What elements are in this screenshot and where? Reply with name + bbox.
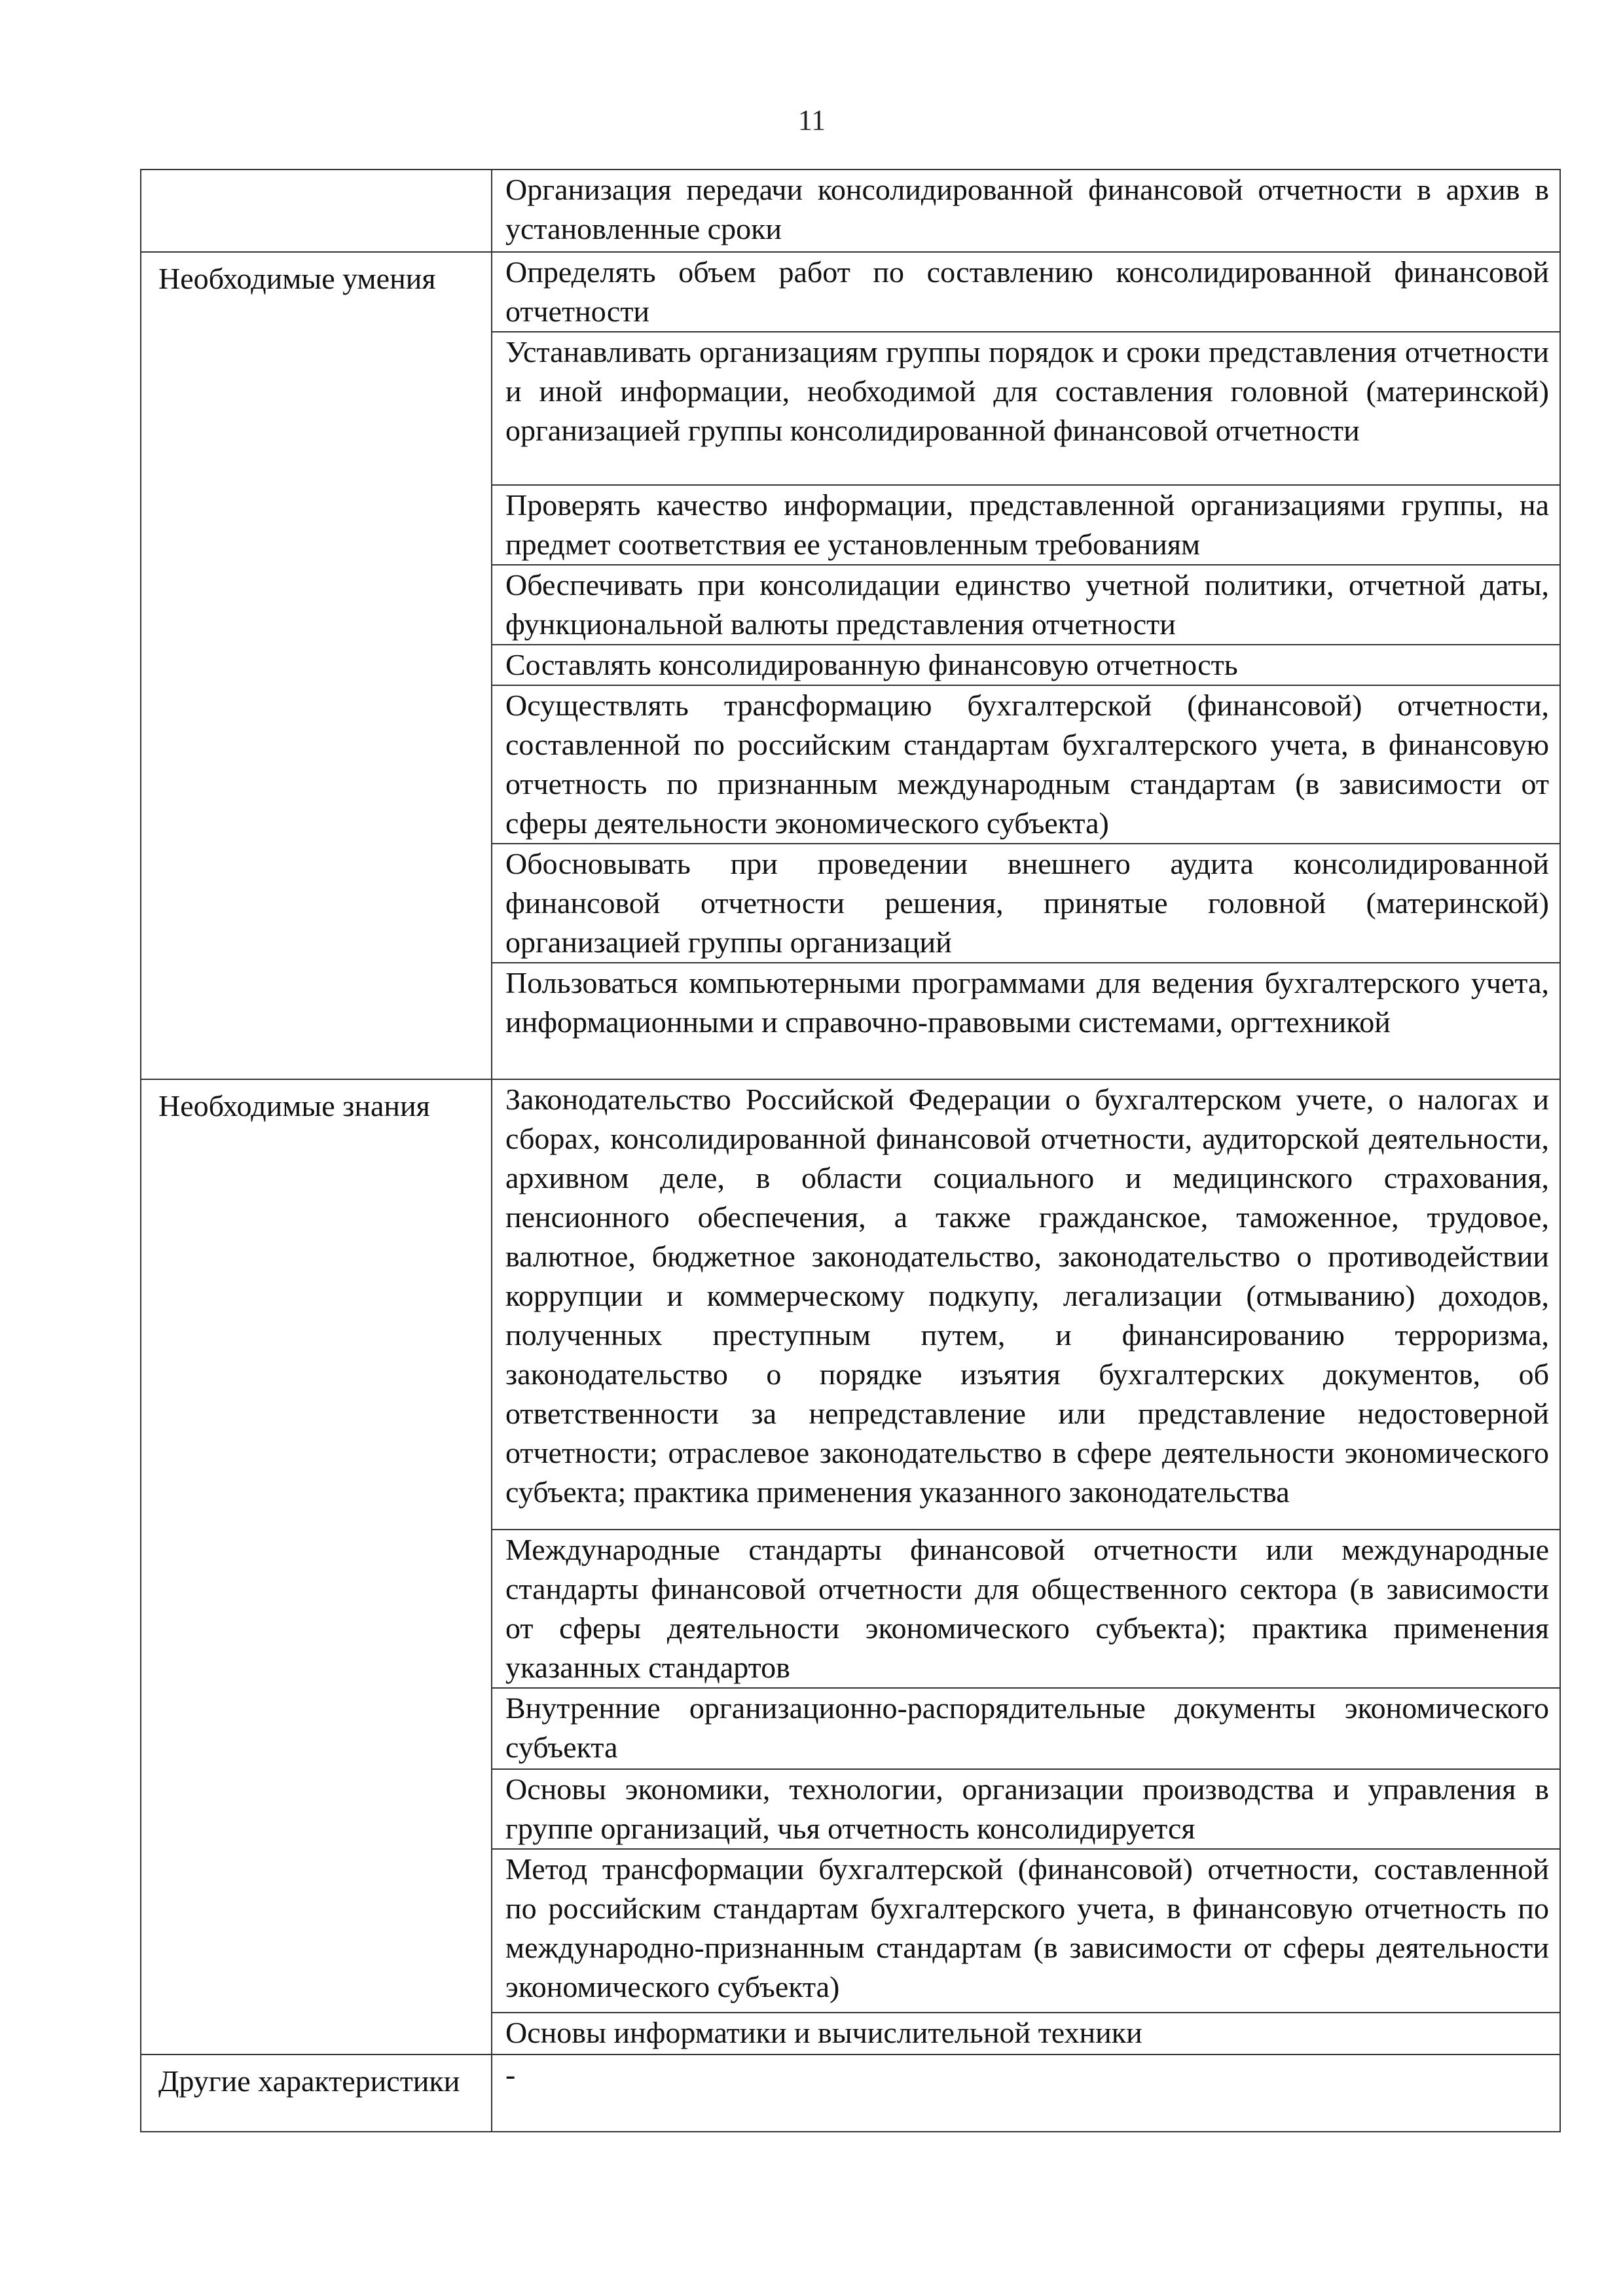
page-number: 11 <box>797 104 826 136</box>
list-item: Осуществлять трансформацию бухгалтерской (финансовой) отчетности, составленной по российским стандартам бухгалтерского учета, в финансовую отчетность по признанным международным стандартам (в зависимости от сферы деятельности экономического субъекта) <box>492 685 1560 844</box>
section-label-knowledge: Необходимые знания <box>141 1079 492 2054</box>
section-label-other: Другие характеристики <box>141 2054 492 2132</box>
table-row <box>141 1079 1560 1530</box>
list-item: Устанавливать организациям группы порядок и сроки представления отчетности и иной информации, необходимой для составления головной (материнской) организацией группы консолидированной финансовой отчетности <box>492 332 1560 485</box>
list-item: Пользоваться компьютерными программами для ведения бухгалтерского учета, информационными и справочно-правовыми системами, оргтехникой <box>492 963 1560 1079</box>
table-row <box>141 252 1560 332</box>
list-item: Определять объем работ по составлению консолидированной финансовой отчетности <box>492 252 1560 332</box>
list-item: Обеспечивать при консолидации единство учетной политики, отчетной даты, функциональной валюты представления отчетности <box>492 565 1560 645</box>
table-row <box>141 2054 1560 2132</box>
list-item: Международные стандарты финансовой отчетности или международные стандарты финансовой отчетности для общественного сектора (в зависимости от сферы деятельности экономического субъекта); практика применения указанных стандартов <box>492 1530 1560 1688</box>
list-item: Основы информатики и вычислительной техники <box>492 2013 1560 2054</box>
requirements-table <box>140 169 1561 2132</box>
list-item: Проверять качество информации, представленной организациями группы, на предмет соответствия ее установленным требованиям <box>492 485 1560 565</box>
section-label <box>141 170 492 252</box>
section-label-skills: Необходимые умения <box>141 252 492 1079</box>
list-item: Организация передачи консолидированной финансовой отчетности в архив в установленные сроки <box>492 170 1560 252</box>
list-item: Составлять консолидированную финансовую отчетность <box>492 645 1560 685</box>
table-row <box>141 170 1560 252</box>
list-item: Внутренние организационно-распорядительные документы экономического субъекта <box>492 1688 1560 1769</box>
list-item: Обосновывать при проведении внешнего аудита консолидированной финансовой отчетности решения, принятые головной (материнской) организацией группы организаций <box>492 844 1560 963</box>
list-item: Законодательство Российской Федерации о бухгалтерском учете, о налогах и сборах, консолидированной финансовой отчетности, аудиторской деятельности, архивном деле, в области социального и медицинского страхования, пенсионного обеспечения, а также гражданское, таможенное, трудовое, валютное, бюджетное законодательство, законодательство о противодействии коррупции и коммерческому подкупу, легализации (отмыванию) доходов, полученных преступным путем, и финансированию терроризма, законодательство о порядке изъятия бухгалтерских документов, об ответственности за непредставление или представление недостоверной отчетности; отраслевое законодательство в сфере деятельности экономического субъекта; практика применения указанного законодательства <box>492 1079 1560 1530</box>
list-item: Метод трансформации бухгалтерской (финансовой) отчетности, составленной по российским стандартам бухгалтерского учета, в финансовую отчетность по международно-признанным стандартам (в зависимости от сферы деятельности экономического субъекта) <box>492 1849 1560 2013</box>
list-item: - <box>492 2054 1560 2132</box>
list-item: Основы экономики, технологии, организации производства и управления в группе организаций, чья отчетность консолидируется <box>492 1769 1560 1849</box>
